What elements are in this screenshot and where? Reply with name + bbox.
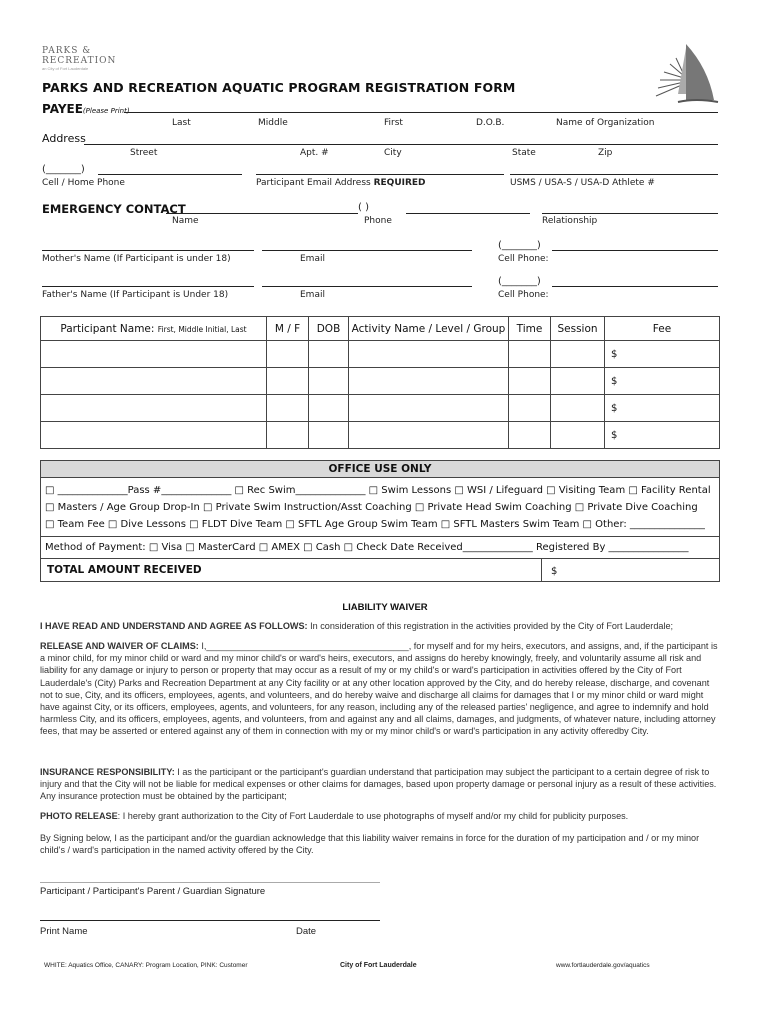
father-name-label: Father's Name (If Participant is Under 18) [42,290,229,300]
fee-cell[interactable]: $ [605,341,720,368]
logo-line-1: PARKS & [42,46,92,56]
date-label: Date [296,926,317,937]
payee-first-label: First [384,118,403,128]
emergency-relationship-label: Relationship [542,216,598,226]
waiver-p3-heading: INSURANCE RESPONSIBILITY: [40,767,175,777]
mother-name-label: Mother's Name (If Participant is under 18) [42,254,231,264]
table-row [41,341,720,368]
athlete-number-label: USMS / USA-S / USA-D Athlete # [510,178,655,188]
session-cell[interactable] [551,395,605,422]
fee-cell[interactable]: $ [605,422,720,449]
office-use-section [40,460,720,582]
participant-name-header [41,317,267,341]
mother-name-input-line[interactable] [42,250,254,251]
time-header: Time [509,317,551,341]
session-cell[interactable] [551,368,605,395]
time-cell[interactable] [509,422,551,449]
waiver-p1-heading: I HAVE READ AND UNDERSTAND AND AGREE AS FOLLOWS: [40,621,308,631]
waiver-paragraph-1 [40,620,720,632]
address-apt-label: Apt. # [300,148,329,158]
waiver-paragraph-2 [40,640,720,738]
father-email-input-line[interactable] [262,286,472,287]
address-input-line[interactable] [84,144,718,145]
office-divider-2 [41,558,719,559]
participant-name-subheader: First, Middle Initial, Last [157,324,247,334]
cell-phone-area-code: (_______) [42,164,85,175]
print-name-label: Print Name [40,926,88,937]
payee-middle-label: Middle [258,118,288,128]
waiver-paragraph-3 [40,766,720,803]
mf-cell[interactable] [267,395,309,422]
athlete-number-input-line[interactable] [510,174,718,175]
office-options-line-1[interactable]: □ ______________Pass #______________ □ Rec Swim______________ □ Swim Lessons □ WSI / Lifeguard □ Visiting Team □ Facility Rental [45,485,711,496]
office-total-divider [541,558,542,581]
mf-header: M / F [267,317,309,341]
fee-header: Fee [605,317,720,341]
waiver-p4-heading: PHOTO RELEASE [40,811,118,821]
father-cell-label: Cell Phone: [498,290,549,300]
emergency-name-input-line[interactable] [166,213,358,214]
dob-cell[interactable] [309,422,349,449]
payee-org-label: Name of Organization [556,118,655,128]
session-cell[interactable] [551,341,605,368]
address-zip-label: Zip [598,148,613,158]
emergency-relationship-input-line[interactable] [542,213,718,214]
mf-cell[interactable] [267,341,309,368]
participant-name-cell[interactable] [41,422,267,449]
liability-waiver-title: LIABILITY WAIVER [342,602,428,613]
address-street-label: Street [130,148,158,158]
participant-table [40,316,720,449]
print-name-input-line[interactable] [40,920,380,921]
session-header: Session [551,317,605,341]
signature-input-line[interactable] [40,882,380,883]
address-city-label: City [384,148,402,158]
mother-email-input-line[interactable] [262,250,472,251]
emergency-area-code: ( ) [358,202,369,213]
footer-copies-note: WHITE: Aquatics Office, CANARY: Program Location, PINK: Customer [44,962,248,969]
payee-input-line[interactable] [124,112,718,113]
waiver-p1-text: In consideration of this registration in the activities provided by the City of Fort Lauderdale; [307,621,674,631]
waiver-p4-text: : I hereby grant authorization to the City of Fort Lauderdale to use photographs of myself and/or my child for publicity purposes. [117,811,629,821]
emergency-contact-label: EMERGENCY CONTACT [42,202,186,216]
participant-name-cell[interactable] [41,395,267,422]
emergency-name-label: Name [172,216,199,226]
fee-cell[interactable]: $ [605,395,720,422]
email-required-text: REQUIRED [373,178,426,188]
dob-cell[interactable] [309,368,349,395]
participant-email-text: Participant Email Address [256,178,371,188]
father-cell-input-line[interactable] [552,286,718,287]
table-row [41,368,720,395]
activity-header: Activity Name / Level / Group [349,317,509,341]
cell-phone-input-line[interactable] [98,174,242,175]
time-cell[interactable] [509,368,551,395]
logo-line-2: RECREATION [42,56,117,66]
mother-email-label: Email [300,254,325,264]
mother-area-code: (_______) [498,240,541,251]
activity-cell[interactable] [349,368,509,395]
logo-line-3: an City of Fort Lauderdale [42,66,89,71]
table-row [41,395,720,422]
payee-text: PAYEE [42,102,83,116]
office-options-line-2[interactable]: □ Masters / Age Group Drop-In □ Private Swim Instruction/Asst Coaching □ Private Head Swim Coaching □ Private Dive Coaching [45,502,698,513]
address-label: Address [42,132,86,145]
footer-website-link[interactable]: www.fortlauderdale.gov/aquatics [556,962,650,969]
time-cell[interactable] [509,341,551,368]
office-options-line-3[interactable]: □ Team Fee □ Dive Lessons □ FLDT Dive Team □ SFTL Age Group Swim Team □ SFTL Masters Swim Team □ Other: _______________ [45,519,705,530]
cell-home-phone-label: Cell / Home Phone [42,178,125,188]
activity-cell[interactable] [349,341,509,368]
participant-name-header-text: Participant Name: [60,322,155,335]
address-state-label: State [512,148,536,158]
waiver-paragraph-4 [40,810,720,822]
form-title: PARKS AND RECREATION AQUATIC PROGRAM REGISTRATION FORM [42,80,516,95]
mother-cell-input-line[interactable] [552,250,718,251]
signature-label: Participant / Participant's Parent / Guardian Signature [40,886,266,897]
total-amount-field[interactable]: $ [551,566,558,577]
payee-dob-label: D.O.B. [476,118,505,128]
total-amount-label: TOTAL AMOUNT RECEIVED [47,564,202,576]
payee-note: (Please Print) [82,107,130,115]
dob-cell[interactable] [309,341,349,368]
emergency-phone-input-line[interactable] [406,213,530,214]
participant-email-input-line[interactable] [256,174,504,175]
activity-cell[interactable] [349,422,509,449]
dob-header: DOB [309,317,349,341]
table-row [41,422,720,449]
fee-cell[interactable]: $ [605,368,720,395]
activity-cell[interactable] [349,395,509,422]
mother-cell-label: Cell Phone: [498,254,549,264]
participant-name-cell[interactable] [41,368,267,395]
waiver-paragraph-5: By Signing below, I as the participant and/or the guardian acknowledge that this liability waiver remains in force for the duration of my participation and / or my minor child's / ward's participation in the named activity offered by the City. [40,833,700,856]
participant-table-header [41,317,720,341]
mf-cell[interactable] [267,368,309,395]
participant-email-label [256,178,426,188]
sailboat-logo-icon [648,38,724,108]
office-use-header: OFFICE USE ONLY [41,461,719,478]
office-divider-1 [41,536,719,537]
waiver-p2-heading: RELEASE AND WAIVER OF CLAIMS: [40,641,199,651]
time-cell[interactable] [509,395,551,422]
session-cell[interactable] [551,422,605,449]
father-email-label: Email [300,290,325,300]
waiver-p3-text: I as the participant or the participant's guardian understand that participation may subject the participant to a certain degree of risk to injury and that the City will not be liable for medical expenses or other claims for damages, based upon property damage or personal injury as a result of these activities. Any insurance protection must be obtained by the participant; [40,767,717,802]
emergency-phone-label: Phone [364,216,392,226]
waiver-p2-text: I,________________________________________, for myself and for my heirs, executors, and assigns, and, if the participant is a minor child, for my minor child or ward and my minor child's or ward's heirs, executors, and assigns do hereby knowingly, freely, and voluntarily assume all risk and liability for any damage or injury to person or property that may occur as a result of my or my child's or ward's participation in activities offered by the City of Fort Lauderdale's (City) Parks and Recreation Department at any City facility or at any other location approved by the City, and do hereby release, discharge, and covenant not to sue, City, and its officers, employees, agents, and volunteers, and do hereby waive and discharge all claims for damages that I or my minor child or ward might have against City, or its officers, employees, agents, and volunteers, for any reason, including any of the released parties' negligence, and agree to indemnify and hold harmless City, and its officers, employees, agents, and volunteers, from and against any and all claims, damages, and judgments, of whatever nature, including attorney fees, that may be asserted or entered against any of them in connection with my or my minor child's or ward's participation in any activity offeredby City. [40,641,718,737]
payee-last-label: Last [172,118,191,128]
mf-cell[interactable] [267,422,309,449]
participant-name-cell[interactable] [41,341,267,368]
footer-city-name: City of Fort Lauderdale [340,962,417,969]
payment-method-line[interactable]: Method of Payment: □ Visa □ MasterCard □ AMEX □ Cash □ Check Date Received______________ Registered By ________________ [45,542,689,553]
father-area-code: (_______) [498,276,541,287]
dob-cell[interactable] [309,395,349,422]
father-name-input-line[interactable] [42,286,254,287]
payee-label [42,102,130,116]
parks-recreation-logo [42,46,117,78]
